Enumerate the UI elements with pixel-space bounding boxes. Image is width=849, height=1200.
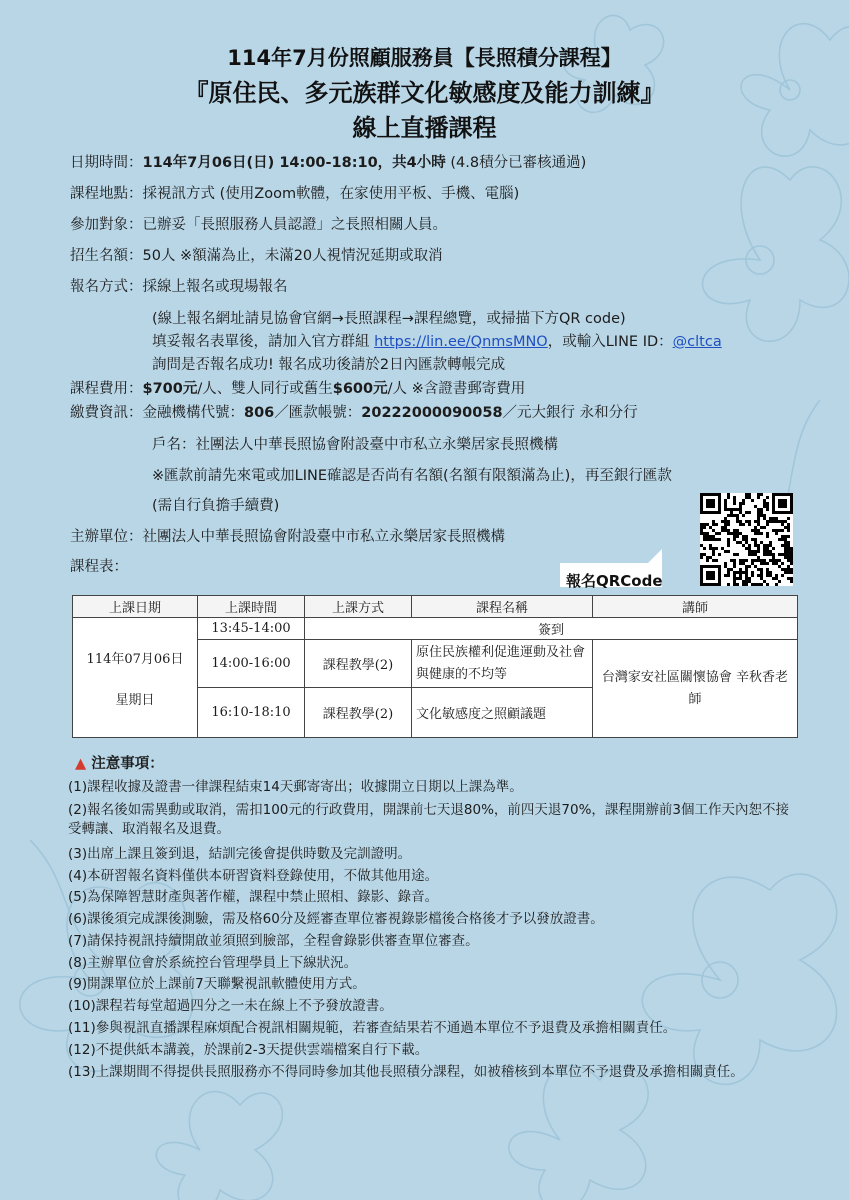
fee-value-d: /人 ※含證書郵寄費用 [387, 381, 526, 397]
target-label: 參加對象： [70, 217, 143, 233]
title-line2: 『原住民、多元族群文化敏感度及能力訓練』 [184, 79, 665, 107]
note-item: (2)報名後如需異動或取消，需扣100元的行政費用，開課前七天退80%，前四天退70%，課程開辦前3個工作天內恕不接受轉讓、取消報名及退費。 [68, 802, 789, 837]
register-line2-prefix: 填妥報名表單後，請加入官方群組 [152, 334, 375, 350]
notes-heading-text: 注意事項： [91, 756, 164, 772]
date-label: 日期時間： [70, 155, 143, 171]
warning-icon: ▲ [75, 756, 87, 772]
note-item: (11)參與視訊直播課程麻煩配合視訊相關規範，若審查結果若不通過本單位不予退費及承擔相關責任。 [68, 1020, 677, 1036]
signin-cell: 簽到 [305, 618, 798, 640]
schedule-table [72, 595, 798, 738]
pay-mid: ／匯款帳號： [274, 405, 362, 421]
time-cell: 13:45-14:00 [198, 618, 305, 640]
register-line2-mid: ，或輸入LINE ID： [547, 334, 673, 350]
note-item: (12)不提供紙本講義，於課前2-3天提供雲端檔案自行下載。 [68, 1042, 429, 1058]
course-cell: 原住民族權利促進運動及社會與健康的不均等 [412, 640, 593, 688]
note-item: (7)請保持視訊持續開啟並須照到臉部，全程會錄影供審查單位審查。 [68, 933, 479, 949]
pay-line3: ※匯款前請先來電或加LINE確認是否尚有名額(名額有限額滿為止)，再至銀行匯款 [152, 468, 672, 484]
register-value: 採線上報名或現場報名 [142, 279, 288, 295]
note-item: (4)本研習報名資料僅供本研習資料登錄使用，不做其他用途。 [68, 868, 439, 884]
pay-suffix: ／元大銀行 永和分行 [502, 405, 638, 421]
qr-label: 報名QRCode [566, 572, 663, 590]
pay-prefix: 金融機構代號： [142, 405, 244, 421]
target-value: 已辦妥「長照服務人員認證」之長照相關人員。 [142, 217, 447, 233]
title-line1: 114年7月份照顧服務員【長照積分課程】 [227, 46, 622, 70]
schedule-header-row [73, 596, 798, 618]
qr-code-image [700, 493, 793, 586]
qr-code[interactable] [700, 493, 793, 586]
date-cell-date: 114年07月06日 [86, 651, 184, 667]
header-time: 上課時間 [198, 596, 305, 618]
pay-line4: (需自行負擔手續費) [152, 498, 280, 514]
table-row [73, 618, 798, 640]
note-item: (10)課程若每堂超過四分之一未在線上不予發放證書。 [68, 998, 393, 1014]
register-label: 報名方式： [70, 279, 143, 295]
register-row [70, 277, 288, 297]
pay-account: 20222000090058 [361, 405, 503, 421]
pay-code: 806 [244, 405, 275, 421]
register-line2 [152, 332, 722, 352]
method-cell: 課程教學(2) [305, 688, 412, 738]
pay-label: 繳費資訊： [70, 405, 143, 421]
note-item: (5)為保障智慧財產與著作權，課程中禁止照相、錄影、錄音。 [68, 889, 439, 905]
fee-value-b: /人、雙人同行或舊生 [197, 381, 333, 397]
date-cell-weekday: 星期日 [115, 692, 155, 708]
header-method: 上課方式 [305, 596, 412, 618]
note-item: (8)主辦單位會於系統控台管理學員上下線狀況。 [68, 955, 358, 971]
fee-value-c: $600元 [332, 381, 388, 397]
note-item: (3)出席上課且簽到退，結訓完後會提供時數及完訓證明。 [68, 846, 412, 862]
title-line3: 線上直播課程 [352, 114, 497, 142]
note-item: (9)開課單位於上課前7天聯繫視訊軟體使用方式。 [68, 976, 366, 992]
pay-row [70, 403, 638, 423]
header-course: 課程名稱 [412, 596, 593, 618]
location-value: 採視訊方式 (使用Zoom軟體，在家使用平板、手機、電腦) [142, 186, 520, 202]
header-date: 上課日期 [73, 596, 198, 618]
date-cell [73, 618, 198, 738]
date-note: (4.8積分已審核通過) [450, 155, 587, 171]
method-cell: 課程教學(2) [305, 640, 412, 688]
quota-value: 50人 ※額滿為止，未滿20人視情況延期或取消 [142, 248, 443, 264]
quota-row [70, 246, 443, 266]
location-row [70, 184, 519, 204]
schedule-label: 課程表： [70, 559, 128, 575]
host-value: 社團法人中華長照協會附設臺中市私立永樂居家長照機構 [142, 529, 505, 545]
location-label: 課程地點： [70, 186, 143, 202]
time-cell: 16:10-18:10 [198, 688, 305, 738]
pay-line2: 戶名：社團法人中華長照協會附設臺中市私立永樂居家長照機構 [152, 437, 558, 453]
notes-heading [75, 752, 164, 773]
fee-row [70, 379, 525, 399]
line-id-link[interactable]: @cltca [672, 334, 722, 350]
teacher-cell: 台灣家安社區關懷協會 辛秋香老師 [593, 640, 798, 738]
fee-value-a: $700元 [142, 381, 198, 397]
time-cell: 14:00-16:00 [198, 640, 305, 688]
target-row [70, 215, 447, 235]
date-value: 114年7月06日(日) 14:00-18:10，共4小時 [142, 155, 446, 171]
note-item: (1)課程收據及證書一律課程結束14天郵寄寄出；收據開立日期以上課為準。 [68, 779, 523, 795]
date-row [70, 153, 586, 173]
register-line3: 詢問是否報名成功! 報名成功後請於2日內匯款轉帳完成 [152, 357, 506, 373]
host-row [70, 527, 505, 547]
quota-label: 招生名額： [70, 248, 143, 264]
note-item: (13)上課期間不得提供長照服務亦不得同時參加其他長照積分課程，如被稽核到本單位不予退費及承擔相關責任。 [68, 1064, 744, 1080]
fee-label: 課程費用： [70, 381, 143, 397]
note-item: (6)課後須完成課後測驗，需及格60分及經審查單位審視錄影檔後合格後才予以發放證書。 [68, 911, 604, 927]
register-line1: (線上報名網址請見協會官網→長照課程→課程總覽，或掃描下方QR code) [152, 311, 626, 327]
course-cell: 文化敏感度之照顧議題 [412, 688, 593, 738]
host-label: 主辦單位： [70, 529, 143, 545]
header-teacher: 講師 [593, 596, 798, 618]
line-group-link[interactable]: https://lin.ee/QnmsMNO [374, 334, 548, 350]
